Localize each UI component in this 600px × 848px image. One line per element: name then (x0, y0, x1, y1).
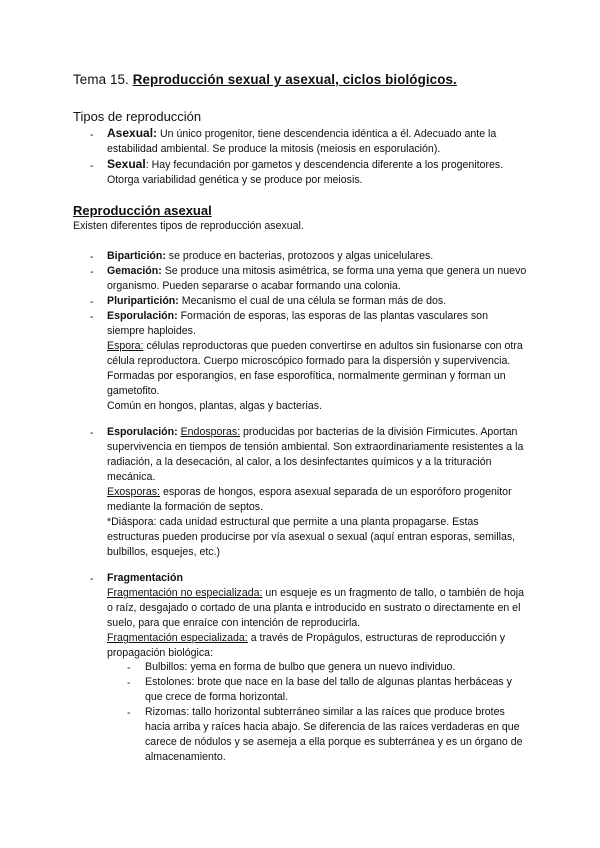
label-especializada: Fragmentación especializada: (107, 632, 248, 644)
sub-bullet: - (127, 662, 131, 674)
term-sexual: Sexual (107, 157, 146, 171)
list-item-esporulacion-1 (107, 309, 527, 414)
bullet: - (90, 129, 94, 141)
list-item-asexual (107, 126, 532, 157)
list-item-esporulacion-2 (107, 425, 527, 560)
sub-item-bulbillos: Bulbillos: yema en forma de bulbo que genera un nuevo individuo. (145, 661, 456, 673)
exo-text: esporas de hongos, espora asexual separada de un esporóforo progenitor mediante la formación de septos. (107, 486, 512, 513)
sub-bullet: - (127, 677, 131, 689)
label-exosporas: Exosporas: (107, 486, 160, 498)
endo-text: producidas por bacterias de la división Firmicutes. Aportan supervivencia en tiempos de tensión ambiental. Son extraordinariamente resistentes a la radiación, a la desecación, al calor, a los desinfectantes químicos y a la trituración mecánica. (107, 426, 524, 483)
term-esporulacion: Esporulación: (107, 426, 178, 438)
sub-bullet: - (127, 707, 131, 719)
term-asexual: Asexual: (107, 126, 158, 140)
term-fragmentacion: Fragmentación (107, 572, 183, 584)
section-heading-asexual: Reproducción asexual (73, 203, 212, 218)
comun-text: Común en hongos, plantas, algas y bacterias. (107, 400, 322, 412)
bullet: - (90, 573, 94, 585)
label-no-especializada: Fragmentación no especializada: (107, 587, 263, 599)
list-item-pluriparticion (107, 294, 527, 309)
item-text: Un único progenitor, tiene descendencia idéntica a él. Adecuado ante la estabilidad ambiental. Se produce la mitosis (meiosis en esporulación). (107, 128, 497, 155)
bullet: - (90, 251, 94, 263)
sub-item-rizomas: Rizomas: tallo horizontal subterráneo similar a las raíces que produce brotes hacia arriba y raíces hacia abajo. Se diferencia de las raíces verdaderas en que carece de nódulos y se asemeja a ella porque es subterránea y es un órgano de almacenamiento. (145, 706, 523, 763)
bullet: - (90, 266, 94, 278)
document-title (73, 71, 457, 89)
term-biparticion: Bipartición: (107, 250, 166, 262)
item-text: se produce en bacterias, protozoos y algas unicelulares. (165, 250, 434, 262)
bullet: - (90, 160, 94, 172)
item-text: Formación de esporas, las esporas de las plantas vasculares son siempre haploides. (107, 310, 488, 337)
title-main: Reproducción sexual y asexual, ciclos biológicos. (132, 72, 457, 87)
list-item-gemacion (107, 264, 527, 294)
esp-text: a través de Propágulos, estructuras de reproducción y propagación biológica: (107, 632, 506, 659)
sub-item-estolones: Estolones: brote que nace en la base del tallo de algunas plantas herbáceas y que crece de forma horizontal. (145, 676, 512, 703)
title-prefix: Tema 15. (73, 72, 129, 87)
item-text: Mecanismo el cual de una célula se forman más de dos. (178, 295, 447, 307)
term-gemacion: Gemación: (107, 265, 162, 277)
list-item-fragmentacion (107, 571, 527, 661)
term-esporulacion: Esporulación: (107, 310, 178, 322)
section-heading-tipos: Tipos de reproducción (73, 109, 202, 124)
list-item-biparticion (107, 249, 527, 264)
bullet: - (90, 296, 94, 308)
bullet: - (90, 427, 94, 439)
section-intro: Existen diferentes tipos de reproducción asexual. (73, 220, 304, 232)
noesp-text: un esqueje es un fragmento de tallo, o también de hoja o raíz, desgajado o cortado de una planta e introducido en sustrato o directamente en el suelo, para que enraíce con intención de reproducirla. (107, 587, 524, 629)
item-text: Se produce una mitosis asimétrica, se forma una yema que genera un nuevo organismo. Pueden separarse o acabar formando una colonia. (107, 265, 527, 292)
item-text: : Hay fecundación por gametos y descendencia diferente a los progenitores. Otorga variabilidad genética y se produce por meiosis. (107, 159, 504, 186)
label-endosporas: Endosporas: (180, 426, 241, 438)
bullet: - (90, 311, 94, 323)
term-pluriparticion: Pluripartición: (107, 295, 179, 307)
label-espora: Espora: (107, 340, 144, 352)
list-item-sexual (107, 157, 532, 188)
diaspora-text: *Diáspora: cada unidad estructural que permite a una planta propagarse. Estas estructuras pueden producirse por vía asexual o sexual (aquí entran esporas, semillas, bulbillos, esquejes, etc.) (107, 516, 516, 558)
espora-text: células reproductoras que pueden convertirse en adultos sin fusionarse con otra célula reproductora. Cuerpo microscópico formado para la dispersión y supervivencia. Formadas por esporangios, en fase esporofítica, normalmente germinan y forman un gametofito. (107, 340, 523, 397)
